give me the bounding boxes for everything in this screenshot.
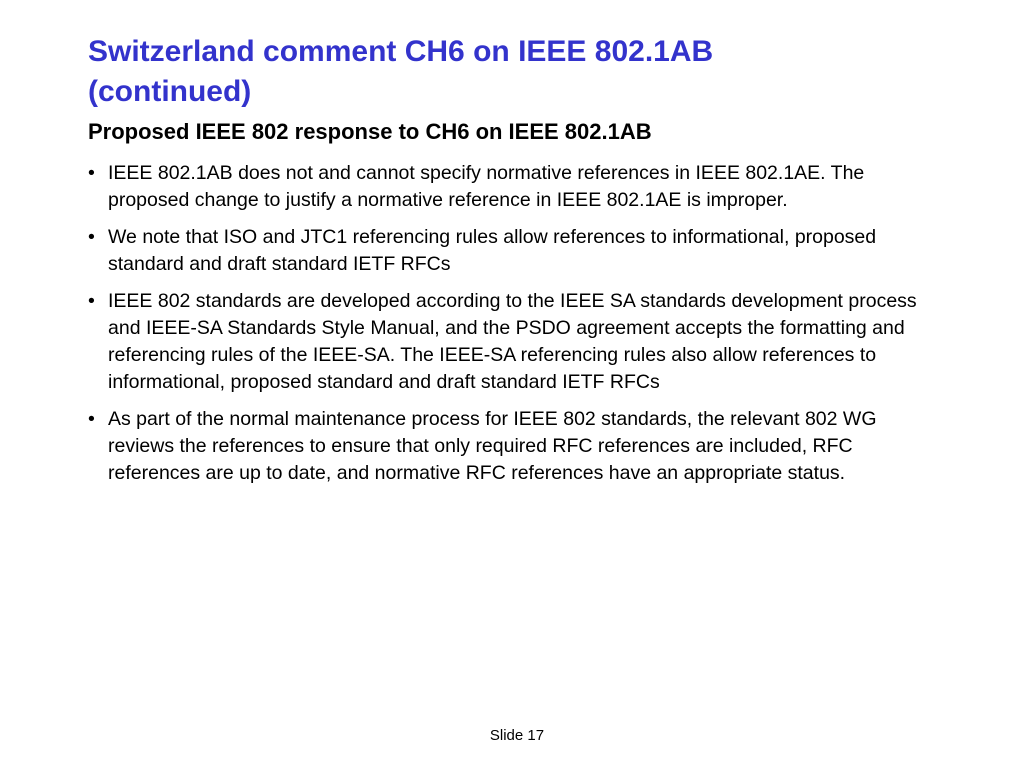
- slide-title: [88, 32, 948, 112]
- bullet-dot-icon: •: [88, 226, 95, 248]
- slide-title-line-1: Switzerland comment CH6 on IEEE 802.1AB: [88, 35, 714, 68]
- bullet-text-4: As part of the normal maintenance process for IEEE 802 standards, the relevant 802 WG reviews the references to ensure that only required RFC references are included, RFC references are up to date, and normative RFC references have an appropriate status.: [108, 408, 877, 484]
- bullet-text-3: IEEE 802 standards are developed according to the IEEE SA standards development process and IEEE-SA Standards Style Manual, and the PSDO agreement accepts the formatting and referencing rules of the IEEE-SA. The IEEE-SA referencing rules also allow references to informational, proposed standard and draft standard IETF RFCs: [108, 290, 917, 393]
- bullet-dot-icon: •: [88, 408, 95, 430]
- slide-number-footer: Slide 17: [489, 727, 545, 744]
- slide-title-line-2: (continued): [88, 75, 252, 108]
- bullet-item-1: [88, 160, 938, 214]
- bullet-text-1: IEEE 802.1AB does not and cannot specify normative references in IEEE 802.1AE. The proposed change to justify a normative reference in IEEE 802.1AE is improper.: [108, 162, 865, 211]
- bullet-text-2: We note that ISO and JTC1 referencing rules allow references to informational, proposed standard and draft standard IETF RFCs: [108, 226, 877, 275]
- bullet-item-4: [88, 406, 938, 487]
- bullet-dot-icon: •: [88, 290, 95, 312]
- bullet-list: [88, 160, 938, 497]
- slide-subtitle: Proposed IEEE 802 response to CH6 on IEEE 802.1AB: [88, 119, 652, 144]
- bullet-dot-icon: •: [88, 162, 95, 184]
- bullet-item-3: [88, 288, 938, 396]
- bullet-item-2: [88, 224, 938, 278]
